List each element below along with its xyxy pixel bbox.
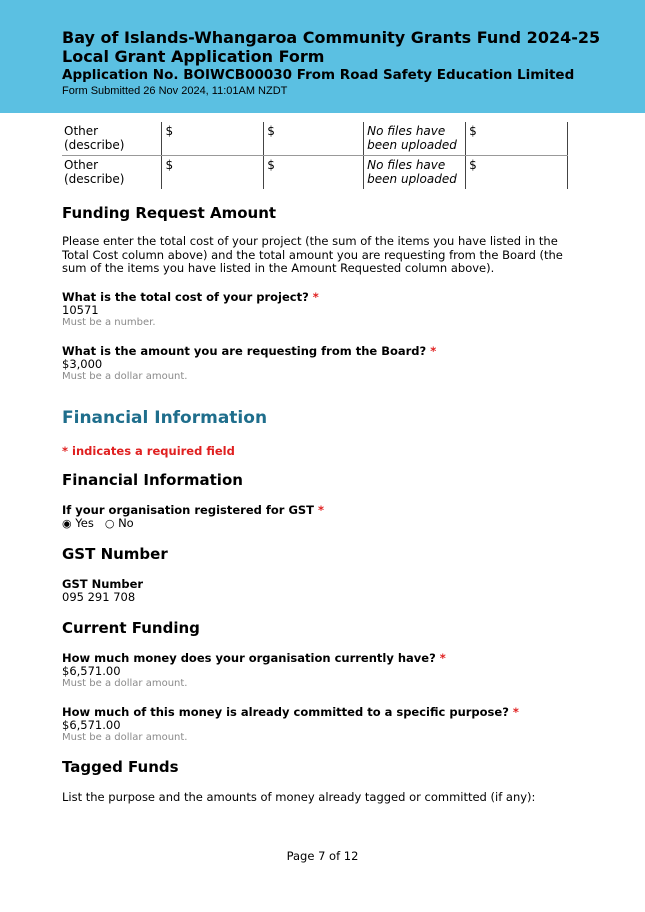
tagged-funds-description: List the purpose and the amounts of money already tagged or committed (if any): (62, 789, 536, 804)
table-row (62, 122, 568, 156)
required-marker: * (318, 502, 325, 517)
page-number: Page 7 of 12 (286, 849, 359, 863)
hint-current-money: Must be a dollar amount. (62, 677, 188, 689)
table-cell: Other (describe) (62, 122, 162, 156)
hint-total-cost: Must be a number. (62, 316, 156, 328)
table-cell: $ (162, 122, 264, 156)
radio-selected-icon[interactable]: ◉ (62, 516, 72, 530)
table-cell: Other (describe) (64, 158, 125, 186)
answer-committed-money: $6,571.00 (62, 717, 121, 732)
required-marker: * (512, 704, 519, 719)
answer-total-cost: 10571 (62, 302, 99, 317)
table-cell: $ (466, 122, 568, 156)
required-field-note: * indicates a required field (62, 443, 235, 458)
answer-amount-requested: $3,000 (62, 356, 103, 371)
required-marker: * (430, 343, 437, 358)
gst-number-heading: GST Number (62, 544, 168, 563)
table-row (62, 156, 568, 190)
radio-no-label: No (118, 515, 134, 530)
tagged-funds-heading: Tagged Funds (62, 757, 179, 776)
answer-current-money: $6,571.00 (62, 663, 121, 678)
page-content (62, 122, 582, 804)
question-amount-requested: What is the amount you are requesting from the Board? * (62, 343, 437, 358)
funding-request-description: Please enter the total cost of your project (the sum of the items you have listed in the Total Cost column above) and the total amount you are requesting from the Board (the sum of the items you have listed in the Amount Requested column above). (62, 234, 563, 275)
cost-table (62, 122, 568, 189)
page-header (0, 0, 645, 113)
financial-information-heading: Financial Information (62, 470, 243, 489)
question-committed-money: How much of this money is already committed to a specific purpose? * (62, 704, 519, 719)
table-cell: $ (162, 156, 264, 190)
financial-information-title: Financial Information (62, 407, 268, 428)
table-cell: $ (466, 156, 568, 190)
required-marker: * (439, 650, 446, 665)
funding-request-heading: Funding Request Amount (62, 204, 277, 222)
gst-radio-group (62, 517, 582, 530)
gst-number-label: GST Number (62, 576, 144, 591)
radio-yes-label: Yes (75, 515, 94, 530)
current-funding-heading: Current Funding (62, 618, 200, 637)
table-cell: $ (264, 156, 364, 190)
application-number: Application No. BOIWCB00030 From Road Safety Education Limited (62, 67, 575, 83)
hint-committed-money: Must be a dollar amount. (62, 731, 188, 743)
table-cell: No files have been uploaded (364, 156, 466, 190)
submission-date: Form Submitted 26 Nov 2024, 11:01AM NZDT (62, 85, 288, 97)
question-current-money: How much money does your organisation currently have? * (62, 650, 446, 665)
form-title: Local Grant Application Form (62, 47, 325, 66)
question-gst-registered: If your organisation registered for GST * (62, 502, 325, 517)
required-marker: * (312, 289, 319, 304)
table-cell: No files have been uploaded (364, 122, 466, 156)
fund-title: Bay of Islands-Whangaroa Community Grants Fund 2024-25 (62, 28, 601, 47)
radio-unselected-icon[interactable]: ○ (104, 516, 115, 530)
gst-number-value: 095 291 708 (62, 589, 136, 604)
table-cell: $ (264, 122, 364, 156)
question-total-cost: What is the total cost of your project? * (62, 289, 319, 304)
hint-amount-requested: Must be a dollar amount. (62, 370, 188, 382)
